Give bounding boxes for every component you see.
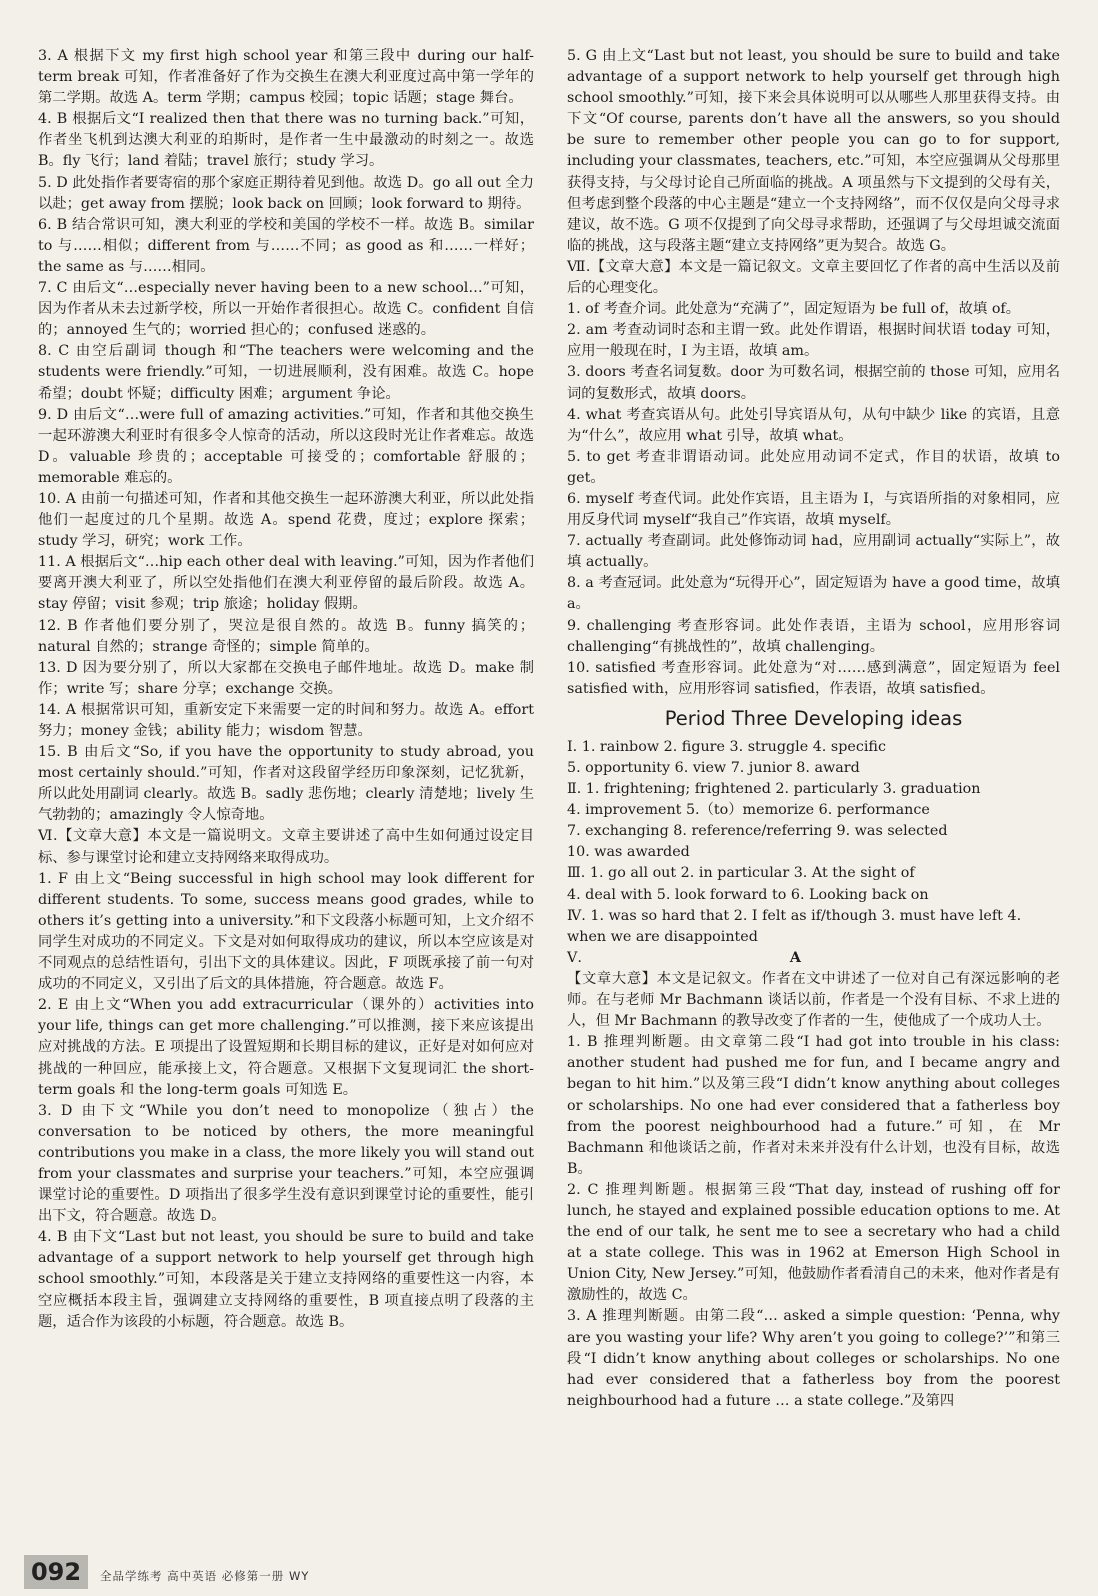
answer-paragraph: 4. B 由下文“Last but not least, you should be sure to build and take advantage of a support network to help yourself get through high school smoothly.”可知，本段落是关于建立支持网络的重要性这一内容，本空应概括本段主旨，强调建立支持网络的重要性，B 项直接点明了段落的主题，适合作为该段的小标题，符合题意。故选 B。 (38, 1229, 534, 1330)
answer-paragraph: 13. D 因为要分别了，所以大家都在交换电子邮件地址。故选 D。make 制作；write 写；share 分享；exchange 交换。 (38, 659, 534, 697)
answer-paragraph: 2. C 推理判断题。根据第三段“That day, instead of rushing off for lunch, he stayed and explained possible education options to me. At the end of our talk, he sent me to see a secretary who had a child at a state college. This was in 1962 at Emerson High School in Union City, New Jersey.”可知，他鼓励作者看清自己的未来，他对作者是有激励性的，故选 C。 (567, 1181, 1060, 1304)
answer-paragraph: 3. A 推理判断题。由第二段“… asked a simple question: ‘Penna, why are you wasting your life? Why aren’t you going to college?’”和第三段“I didn’t know anything about colleges or scholarships. No one had ever considered that a fatherless boy from the poorest neighbourhood had a future … a state college.”及第四 (567, 1308, 1060, 1409)
footer-book-title: 全品学练考 高中英语 必修第一册 WY (100, 1569, 310, 1583)
answer-paragraph: 8. C 由空后副词 though 和“The teachers were welcoming and the students were friendly.”可知，一切进展顺利，没有困难。故选 C。hope 希望；doubt 怀疑；difficulty 困难；argument 争论。 (38, 343, 534, 402)
page-footer (0, 1548, 1098, 1596)
answer-paragraph: 14. A 根据常识可知，重新安定下来需要一定的时间和努力。故选 A。effort 努力；money 金钱；ability 能力；wisdom 智慧。 (38, 701, 534, 739)
answer-paragraph: 4. what 考查宾语从句。此处引导宾语从句，从句中缺少 like 的宾语，且意为“什么”，故应用 what 引导，故填 what。 (567, 406, 1060, 444)
answer-paragraph: 5. D 此处指作者要寄宿的那个家庭正期待着见到他。故选 D。go all out 全力以赴；get away from 摆脱；look back on 回顾；look forward to 期待。 (38, 174, 534, 212)
section-v-label: Ⅴ. (567, 949, 582, 966)
section-summary: Ⅶ.【文章大意】本文是一篇记叙文。文章主要回忆了作者的高中生活以及前后的心理变化。 (567, 258, 1060, 297)
answer-paragraph: 3. A 根据下文 my first high school year 和第三段中 during our half-term break 可知，作者准备好了作为交换生在澳大利亚度过高中第一学年的第二学期。故选 A。term 学期；campus 校园；topic 话题；stage 舞台。 (38, 48, 534, 107)
right-column (567, 46, 1060, 1412)
answer-line: Ⅳ. 1. was so hard that 2. I felt as if/though 3. must have left 4. when we are disappointed (567, 907, 1022, 945)
answer-paragraph: 10. satisfied 考查形容词。此处意为“对……感到满意”，固定短语为 feel satisfied with，应用形容词 satisfied，作表语，故填 satisfied。 (567, 659, 1060, 697)
answer-paragraph: 7. actually 考查副词。此处修饰动词 had，应用副词 actually“实际上”，故填 actually。 (567, 533, 1060, 571)
answer-line: 4. deal with 5. look forward to 6. Looking back on (567, 886, 929, 903)
answer-line: 4. improvement 5.（to）memorize 6. performance (567, 802, 930, 819)
answer-line: Ⅰ. 1. rainbow 2. figure 3. struggle 4. specific (567, 738, 886, 755)
answer-paragraph: 15. B 由后文“So, if you have the opportunity to study abroad, you most certainly should.”可知，作者对这段留学经历印象深刻，记忆犹新，所以此处用副词 clearly。故选 B。sadly 悲伤地；clearly 清楚地；lively 生气勃勃的；amazingly 令人惊奇地。 (38, 744, 534, 824)
answer-paragraph: 3. doors 考查名词复数。door 为可数名词，根据空前的 those 可知，应用名词的复数形式，故填 doors。 (567, 364, 1060, 402)
answer-paragraph: 5. to get 考查非谓语动词。此处应用动词不定式，作目的状语，故填 to get。 (567, 448, 1060, 486)
answer-paragraph: 3. D 由下文“While you don’t need to monopolize（独占）the conversation to be noticed by others, the more meaningful contributions you make in a class, the more likely you will stand out from your classmates and surprise your teachers.”可知，本空应强调课堂讨论的重要性。D 项指出了很多学生没有意识到课堂讨论的重要性，能引出下文，符合题意。故选 D。 (38, 1102, 534, 1225)
answer-paragraph: 5. G 由上文“Last but not least, you should be sure to build and take advantage of a support network to help yourself get through high school smoothly.”可知，接下来会具体说明可以从哪些人那里获得支持。由下文“Of course, parents don’t have all the answers, so you should be sure to remember other people you can go to for support, including your classmates, teachers, etc.”可知，本空应强调从父母那里获得支持，与父母讨论自己所面临的挑战。A 项虽然与下文提到的父母有关，但考虑到整个段落的中心主题是“建立一个支持网络”，而不仅仅是向父母寻求建议，故不选。G 项不仅提到了向父母寻求帮助，还强调了与父母坦诚交流面临的挑战，这与段落主题“建立支持网络”更为契合。故选 G。 (567, 48, 1060, 254)
answer-line: 5. opportunity 6. view 7. junior 8. award (567, 760, 860, 776)
section-v-heading (567, 948, 1060, 969)
answer-paragraph: 11. A 根据后文“…hip each other deal with leaving.”可知，因为作者他们要离开澳大利亚了，所以空处指他们在澳大利亚停留的最后阶段。故选 A。stay 停留；visit 参观；trip 旅途；holiday 假期。 (38, 554, 534, 613)
answer-line: 7. exchanging 8. reference/referring 9. was selected (567, 823, 948, 840)
answer-paragraph: 9. D 由后文“…were full of amazing activities.”可知，作者和其他交换生一起环游澳大利亚时有很多令人惊奇的活动，所以这段时光让作者难忘。故选 D。valuable 珍贵的；acceptable 可接受的；comfortable 舒服的；memorable 难忘的。 (38, 406, 534, 486)
section-summary: Ⅵ.【文章大意】本文是一篇说明文。文章主要讲述了高中生如何通过设定目标、参与课堂讨论和建立支持网络来取得成功。 (38, 828, 534, 866)
answer-paragraph: 7. C 由后文“…especially never having been to a new school…”可知，因为作者从未去过新学校，所以一开始作者很担心。故选 C。confident 自信的；annoyed 生气的；worried 担心的；confused 迷惑的。 (38, 280, 534, 339)
answer-paragraph: 9. challenging 考查形容词。此处作表语，主语为 school，应用形容词 challenging“有挑战性的”，故填 challenging。 (567, 617, 1060, 655)
answer-paragraph: 1. of 考查介词。此处意为“充满了”，固定短语为 be full of，故填 of。 (567, 301, 1021, 318)
answer-paragraph: 6. myself 考查代词。此处作宾语，且主语为 I，与宾语所指的对象相同，应用反身代词 myself“我自己”作宾语，故填 myself。 (567, 490, 1060, 529)
page-number: 092 (24, 1555, 88, 1589)
answer-paragraph: 8. a 考查冠词。此处意为“玩得开心”，固定短语为 have a good time，故填 a。 (567, 575, 1060, 613)
section-v-letter: A (789, 949, 801, 966)
answer-paragraph: 1. B 推理判断题。由文章第二段“I had got into trouble in his class: another student had pushed me for fun, and I became angry and began to hit him.”以及第三段“I didn’t know anything about colleges or scholarships. No one had ever considered that a fatherless boy from the poorest neighbourhood had a future.”可知，在 Mr Bachmann 和他谈话之前，作者对未来并没有什么计划，也没有目标，故选 B。 (567, 1034, 1060, 1177)
answer-line: Ⅲ. 1. go all out 2. in particular 3. At the sight of (567, 865, 915, 882)
answer-paragraph: 10. A 由前一句描述可知，作者和其他交换生一起环游澳大利亚，所以此处指他们一起度过的几个星期。故选 A。spend 花费，度过；explore 探索；study 学习，研究；work 工作。 (38, 490, 534, 550)
answer-paragraph: 2. E 由上文“When you add extracurricular（课外的）activities into your life, things can get more challenging.”可以推测，接下来应该提出应对挑战的方法。E 项提出了设置短期和长期目标的建议，正好是对如何应对挑战的一种回应，能承接上文，符合题意。又根据下文复现词汇 the short-term goals 和 the long-term goals 可知选 E。 (38, 997, 534, 1098)
answer-paragraph: 12. B 作者他们要分别了，哭泣是很自然的。故选 B。funny 搞笑的；natural 自然的；strange 奇怪的；simple 简单的。 (38, 617, 534, 655)
answer-paragraph: 6. B 结合常识可知，澳大利亚的学校和美国的学校不一样。故选 B。similar to 与……相似；different from 与……不同；as good as 和……一样好；the same as 与……相同。 (38, 216, 534, 275)
left-column (38, 46, 534, 1333)
period-header: Period Three Developing ideas (664, 706, 963, 730)
answer-paragraph: 4. B 根据后文“I realized then that there was no turning back.”可知，作者坐飞机到达澳大利亚的珀斯时，是作者一生中最激动的时刻之一。故选 B。fly 飞行；land 着陆；travel 旅行；study 学习。 (38, 111, 534, 170)
answer-paragraph: 1. F 由上文“Being successful in high school may look different for different students. To some, success means good grades, while to others it’s getting into a university.”和下文段落小标题可知，上文介绍不同学生对成功的不同定义。下文是对如何取得成功的建议，所以本空应该是对不同观点的总结性语句，引出下文的具体建议。因此，F 项既承接了前一句对成功的不同定义，又引出了后文的具体措施，符合题意。故选 F。 (38, 870, 534, 993)
answer-line: Ⅱ. 1. frightening; frightened 2. particularly 3. graduation (567, 781, 981, 798)
answer-paragraph: 2. am 考查动词时态和主谓一致。此处作谓语，根据时间状语 today 可知，应用一般现在时，I 为主语，故填 am。 (567, 322, 1060, 360)
section-summary: 【文章大意】本文是记叙文。作者在文中讲述了一位对自己有深远影响的老师。在与老师 Mr Bachmann 谈话以前，作者是一个没有目标、不求上进的人，但 Mr Bachmann 的教导改变了作者的一生，使他成了一个成功人士。 (567, 970, 1060, 1030)
answer-line: 10. was awarded (567, 844, 690, 861)
